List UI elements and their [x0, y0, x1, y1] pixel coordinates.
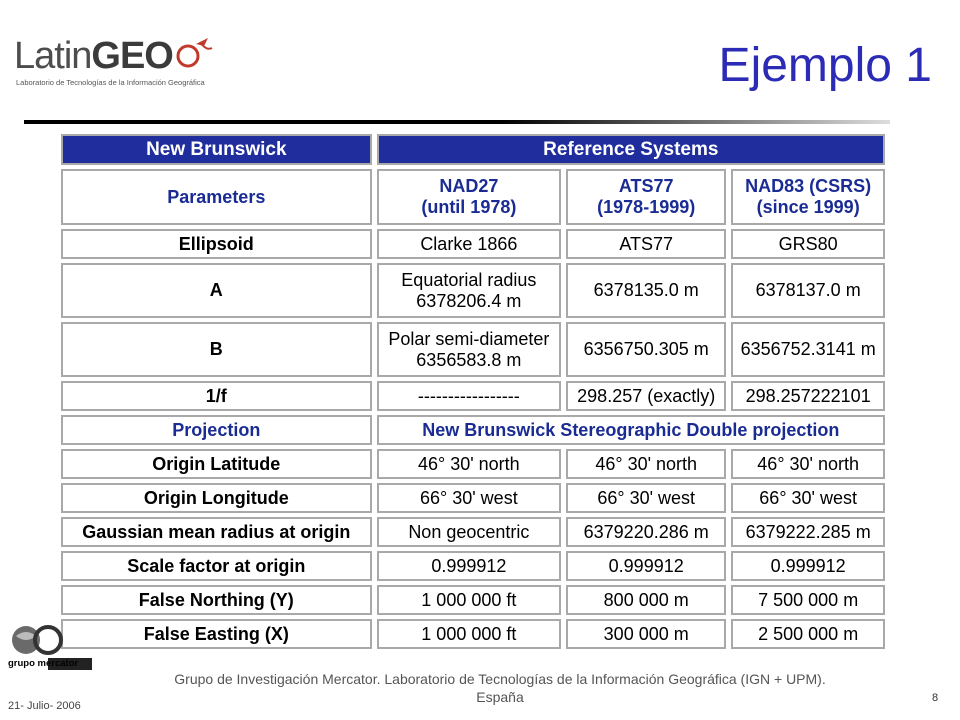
table-cell: 6356752.3141 m — [731, 322, 885, 377]
table-cell: Polar semi-diameter 6356583.8 m — [377, 322, 561, 377]
table-cell: GRS80 — [731, 229, 885, 259]
footer-text — [110, 670, 890, 706]
row-label: Ellipsoid — [61, 229, 372, 259]
table-cell: 0.999912 — [377, 551, 561, 581]
table-cell: 46° 30' north — [731, 449, 885, 479]
mercator-logo — [8, 622, 94, 674]
projection-value: New Brunswick Stereographic Double projection — [377, 415, 885, 445]
projection-label: Projection — [61, 415, 372, 445]
row-label: Gaussian mean radius at origin — [61, 517, 372, 547]
table-cell: 66° 30' west — [731, 483, 885, 513]
table-header-row — [61, 134, 885, 165]
table-cell: Non geocentric — [377, 517, 561, 547]
column-ats77-period: (1978-1999) — [597, 197, 696, 217]
parameters-label: Parameters — [61, 169, 372, 225]
slide-title: Ejemplo 1 — [718, 39, 932, 92]
table-cell: 300 000 m — [566, 619, 726, 649]
table-cell: 66° 30' west — [566, 483, 726, 513]
row-label: Origin Longitude — [61, 483, 372, 513]
column-ats77-name: ATS77 — [618, 176, 674, 196]
table-row — [61, 585, 885, 615]
table-cell: 6356750.305 m — [566, 322, 726, 377]
column-nad83-period: (since 1999) — [756, 197, 860, 217]
table-cell: 2 500 000 m — [731, 619, 885, 649]
table-row — [61, 449, 885, 479]
table-cell: 6378137.0 m — [731, 263, 885, 318]
table-row — [61, 551, 885, 581]
column-nad83-name: NAD83 (CSRS) — [745, 176, 872, 196]
logo-bold-text: GEO — [91, 35, 173, 77]
row-label: A — [61, 263, 372, 318]
page-number: 8 — [932, 692, 939, 704]
slide-date: 21- Julio- 2006 — [8, 700, 81, 712]
row-label: Origin Latitude — [61, 449, 372, 479]
table-row — [61, 483, 885, 513]
logo-subtitle: Laboratorio de Tecnologías de la Información Geográfica — [16, 78, 205, 87]
reference-systems-table-container — [52, 126, 890, 654]
table-row — [61, 229, 885, 259]
header-new-brunswick: New Brunswick — [61, 134, 372, 165]
table-cell: 298.257 (exactly) — [566, 381, 726, 411]
row-label: 1/f — [61, 381, 372, 411]
row-label: False Easting (X) — [61, 619, 372, 649]
row-label: B — [61, 322, 372, 377]
column-ats77 — [566, 169, 726, 225]
column-nad83 — [731, 169, 885, 225]
row-label: Scale factor at origin — [61, 551, 372, 581]
table-cell: 46° 30' north — [377, 449, 561, 479]
latingeo-logo — [14, 36, 214, 96]
table-cell: ----------------- — [377, 381, 561, 411]
footer-line-2: España — [476, 689, 524, 705]
table-cell: 6378135.0 m — [566, 263, 726, 318]
logo-main-text: Latin — [14, 35, 92, 77]
projection-row — [61, 415, 885, 445]
table-row — [61, 619, 885, 649]
table-cell: 46° 30' north — [566, 449, 726, 479]
table-cell: 1 000 000 ft — [377, 619, 561, 649]
column-nad27 — [377, 169, 561, 225]
footer-line-1: Grupo de Investigación Mercator. Laboratorio de Tecnologías de la Información Geográfica (IGN + UPM). — [174, 671, 826, 687]
table-cell: 298.257222101 — [731, 381, 885, 411]
table-row — [61, 381, 885, 411]
table-cell: 0.999912 — [566, 551, 726, 581]
reference-systems-table — [56, 130, 890, 653]
title-divider — [24, 120, 890, 124]
header-reference-systems: Reference Systems — [377, 134, 885, 165]
table-row — [61, 517, 885, 547]
globe-icon — [174, 36, 214, 76]
parameters-row — [61, 169, 885, 225]
column-nad27-name: NAD27 — [439, 176, 499, 196]
table-cell: 1 000 000 ft — [377, 585, 561, 615]
column-nad27-period: (until 1978) — [421, 197, 517, 217]
table-cell: 6379220.286 m — [566, 517, 726, 547]
table-cell: ATS77 — [566, 229, 726, 259]
table-cell: 0.999912 — [731, 551, 885, 581]
table-cell: 66° 30' west — [377, 483, 561, 513]
table-row — [61, 263, 885, 318]
table-cell: 800 000 m — [566, 585, 726, 615]
row-label: False Northing (Y) — [61, 585, 372, 615]
table-row — [61, 322, 885, 377]
table-cell: 6379222.285 m — [731, 517, 885, 547]
table-cell: Clarke 1866 — [377, 229, 561, 259]
mercator-logo-text: grupo mercator — [8, 658, 79, 669]
table-cell: Equatorial radius 6378206.4 m — [377, 263, 561, 318]
table-cell: 7 500 000 m — [731, 585, 885, 615]
